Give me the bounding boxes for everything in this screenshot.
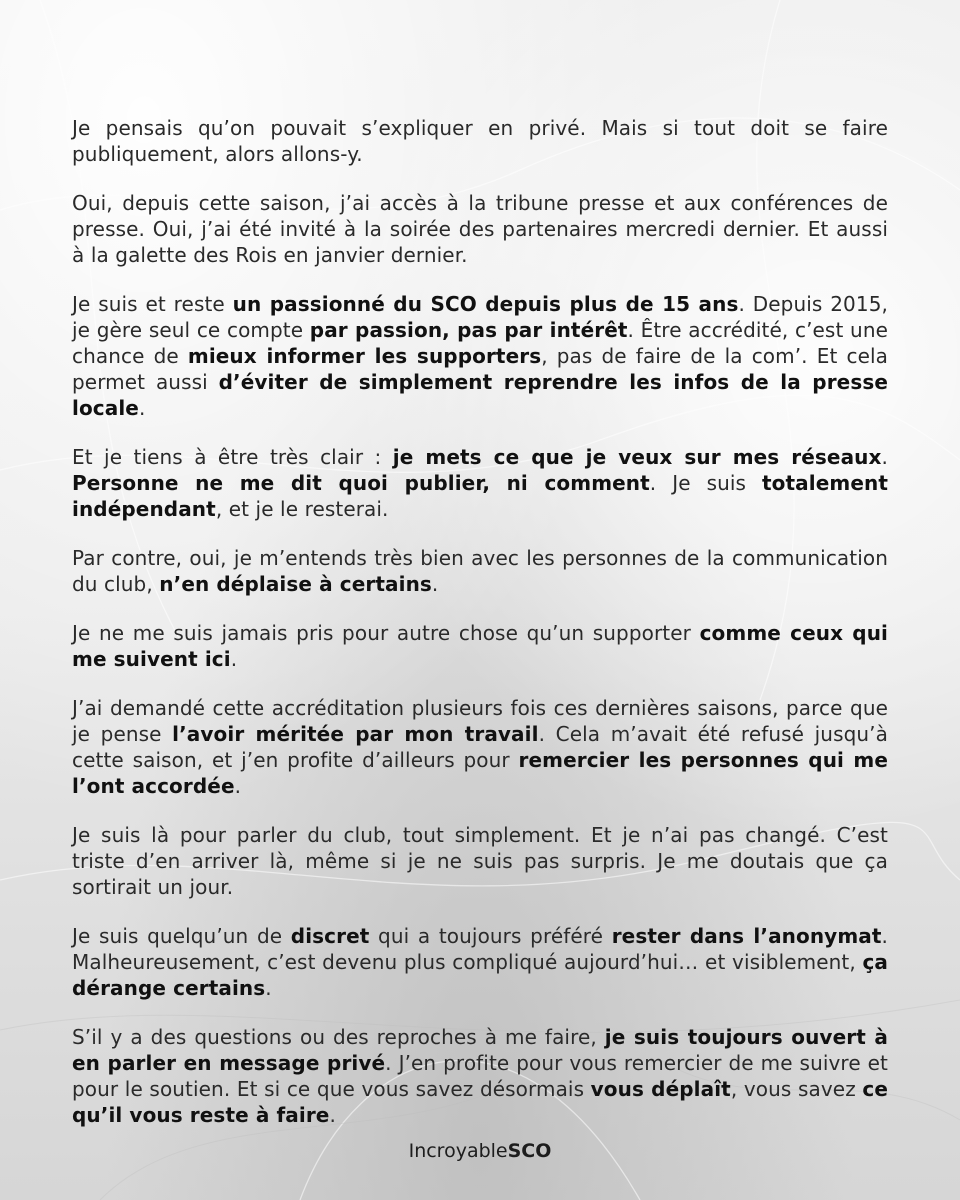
text-run: . <box>265 976 272 1000</box>
text-run: . Je suis <box>649 471 762 495</box>
bold-text: comme ceux qui me suivent ici <box>72 621 888 671</box>
brand-logo-light: Incroyable <box>408 1140 508 1162</box>
brand-logo <box>0 1140 960 1162</box>
text-run: qui a toujours préféré <box>369 924 612 948</box>
text-run: . <box>431 572 439 596</box>
text-run: . <box>329 1103 336 1127</box>
text-run: Je suis quelqu’un de <box>72 924 291 948</box>
text-run: . <box>230 647 238 671</box>
text-run: Je ne me suis jamais pris pour autre chose qu’un supporter <box>72 621 700 645</box>
paragraph <box>72 1024 888 1128</box>
paragraph <box>72 190 888 268</box>
paragraph <box>72 923 888 1001</box>
paragraph <box>72 620 888 672</box>
text-run: Par contre, oui, je m’entends très bien avec les personnes de la communication du club, <box>72 546 888 596</box>
text-run: . <box>881 445 888 469</box>
text-run: Je suis là pour parler du club, tout simplement. Et je n’ai pas changé. C’est triste d’en arriver là, même si je ne suis pas surpris. Je me doutais que ça sortirait un jour. <box>72 823 888 899</box>
text-run: J’ai demandé cette accréditation plusieurs fois ces dernières saisons, parce que je pense <box>72 696 888 746</box>
text-run: , et je le resterai. <box>215 497 389 521</box>
bold-text: vous déplaît <box>590 1077 731 1101</box>
brand-logo-bold: SCO <box>507 1140 552 1162</box>
text-run: . <box>138 396 146 420</box>
paragraph <box>72 291 888 421</box>
paragraph <box>72 115 888 167</box>
text-run: . J’en profite pour vous remercier de me suivre et pour le soutien. Et si ce que vous savez désormais <box>72 1051 889 1101</box>
bold-text: n’en déplaise à certains <box>159 572 432 596</box>
bold-text: je mets ce que je veux sur mes réseaux <box>392 445 882 469</box>
bold-text: remercier les personnes qui me l’ont accordée <box>72 748 888 798</box>
bold-text: rester dans l’anonymat <box>611 924 882 948</box>
text-run: Oui, depuis cette saison, j’ai accès à la tribune presse et aux conférences de presse. Oui, j’ai été invité à la soirée des partenaires mercredi dernier. Et aussi à la galette des Rois en janvier dernier. <box>72 191 888 267</box>
paragraph <box>72 822 888 900</box>
text-run: , vous savez <box>730 1077 863 1101</box>
statement-text <box>72 115 888 1151</box>
bold-text: totalement indépendant <box>72 471 888 521</box>
bold-text: mieux informer les supporters <box>187 344 542 368</box>
text-run: . Depuis 2015, je gère seul ce compte <box>72 292 888 342</box>
text-run: Et je tiens à être très clair : <box>72 445 393 469</box>
bold-text: par passion, pas par intérêt <box>309 318 628 342</box>
text-run: . Malheureusement, c’est devenu plus compliqué aujourd’hui… et visiblement, <box>72 924 888 974</box>
paragraph <box>72 545 888 597</box>
bold-text: je suis toujours ouvert à en parler en message privé <box>72 1025 888 1075</box>
paragraph <box>72 695 888 799</box>
bold-text: discret <box>290 924 370 948</box>
text-run: . Cela m’avait été refusé jusqu’à cette saison, et j’en profite d’ailleurs pour <box>72 722 888 772</box>
text-run: Je suis et reste <box>72 292 233 316</box>
text-run: S’il y a des questions ou des reproches à me faire, <box>72 1025 605 1049</box>
bold-text: l’avoir méritée par mon travail <box>172 722 539 746</box>
bold-text: un passionné du SCO depuis plus de 15 ans <box>232 292 739 316</box>
bold-text: ça dérange certains <box>72 950 888 1000</box>
bold-text: d’éviter de simplement reprendre les infos de la presse locale <box>72 370 888 420</box>
text-run: , pas de faire de la com’. Et cela permet aussi <box>72 344 889 394</box>
paragraph <box>72 444 888 522</box>
text-run: . <box>234 774 242 798</box>
text-run: . Être accrédité, c’est une chance de <box>72 318 888 368</box>
bold-text: Personne ne me dit quoi publier, ni comment <box>72 471 650 495</box>
bold-text: ce qu’il vous reste à faire <box>72 1077 888 1127</box>
text-run: Je pensais qu’on pouvait s’expliquer en privé. Mais si tout doit se faire publiquement, alors allons-y. <box>72 116 888 166</box>
